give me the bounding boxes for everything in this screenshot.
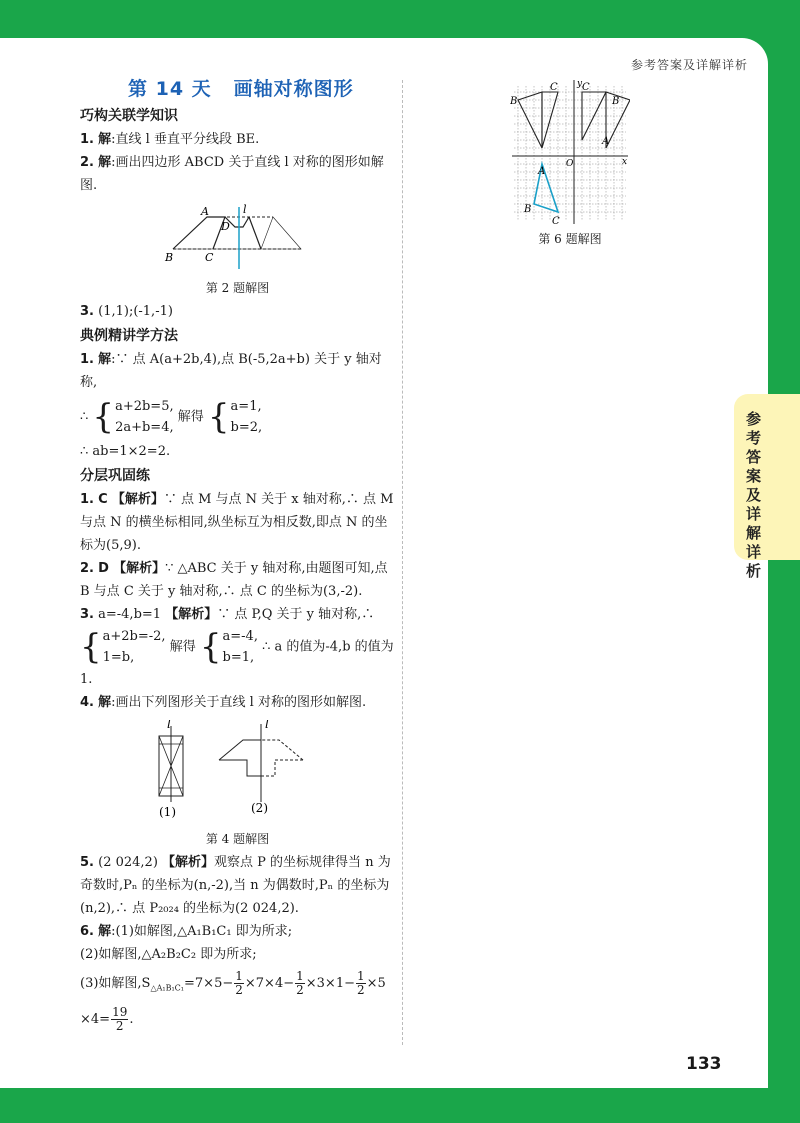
fig4-label-sub2: (2) xyxy=(250,801,268,815)
section-heading-3: 分层巩固练 xyxy=(80,468,150,484)
fig6-label-x: x xyxy=(622,157,628,167)
s3-item-4: 4. 解:画出下列图形关于直线 l 对称的图形如解图. xyxy=(80,695,367,710)
figure-6-grid-diagram xyxy=(510,78,630,228)
equation-system-4: { a=-4, b=1, xyxy=(199,627,258,667)
page-title: 第 14 天 画轴对称图形 xyxy=(128,78,354,100)
figure-4-caption: 第 4 题解图 xyxy=(205,832,270,846)
s1-item-1: 1. 解:直线 l 垂直平分线段 BE. xyxy=(80,132,260,147)
s1-item-2: 2. 解:画出四边形 ABCD 关于直线 l 对称的图形如解图. xyxy=(80,155,384,193)
s3-item-6: 6. 解:(1)如解图,△A₁B₁C₁ 即为所求; (2)如解图,△A₂B₂C₂ 即为所求; (3)如解图$,S_{\triangle A_1B_1C_1}=7\times 5-$ $\frac{1}{2}$ ×7×4− $\frac{1}{2}$ ×3×1− $\frac{1}{2}$ ×5 ×4= $\frac{19}{2}$ . xyxy=(80,924,386,1033)
section-heading-1: 巧构关联学知识 xyxy=(80,108,178,124)
fig6-label-b2: B xyxy=(612,96,620,107)
side-tab xyxy=(734,394,800,560)
fig6-label-a: A xyxy=(602,136,610,147)
figure-6 xyxy=(510,78,630,247)
figure-4 xyxy=(80,720,395,828)
side-tab-label: 参考答案及详解详析 xyxy=(746,410,762,580)
s3-item-1: 1. C 【解析】∵ 点 M 与点 N 关于 x 轴对称,∴ 点 M 与点 N 的横坐标相同,纵坐标互为相反数,即点 N 的坐标为(5,9). xyxy=(80,492,394,553)
left-column xyxy=(80,78,395,1033)
s2-item-1: 1. 解:∵ 点 A(a+2b,4),点 B(-5,2a+b) 关于 y 轴对称, ∴ { a+2b=5, 2a+b=4, 解得 { a=1, b=2, ∴ ab=1×2=2. xyxy=(80,352,382,459)
fig2-label-c: C xyxy=(204,251,213,264)
fig2-label-a: A xyxy=(200,205,209,218)
s1-item-3: 3. (1,1);(-1,-1) xyxy=(80,304,173,319)
fig6-label-b: B xyxy=(510,96,518,107)
figure-4-diagram xyxy=(143,720,333,820)
s3-item-5: 5. (2 024,2) 【解析】观察点 P 的坐标规律得当 n 为奇数时,Pₙ 的坐标为(n,-2),当 n 为偶数时,Pₙ 的坐标为(n,2),∴ 点 P₂₀₂₄ 的坐标为(2 024,2). xyxy=(80,855,391,916)
section-heading-2: 典例精讲学方法 xyxy=(80,328,178,344)
figure-2 xyxy=(80,203,395,277)
fig4-label-sub1: (1) xyxy=(158,805,176,819)
figure-2-diagram xyxy=(163,203,313,269)
page-number: 133 xyxy=(686,1054,722,1074)
figure-6-caption: 第 6 题解图 xyxy=(538,232,602,246)
s3-item-2: 2. D 【解析】∵ △ABC 关于 y 轴对称,由题图可知,点 B 与点 C 关于 y 轴对称,∴ 点 C 的坐标为(3,-2). xyxy=(80,561,388,599)
equation-system-2: { a=1, b=2, xyxy=(207,397,263,437)
fig2-label-l: l xyxy=(242,203,247,216)
fig6-label-c2: C xyxy=(582,82,590,93)
top-band xyxy=(0,0,800,40)
fig6-label-o: O xyxy=(566,159,574,169)
fig6-label-c1: C xyxy=(552,216,560,227)
fig2-label-b: B xyxy=(164,251,173,264)
fig4-label-l2: l xyxy=(264,720,269,731)
column-divider xyxy=(402,80,403,1045)
s3-item-3: 3. a=-4,b=1 【解析】∵ 点 P,Q 关于 y 轴对称,∴ { a+2b=-2, 1=b, 解得 { a=-4, b=1, ∴ a 的值为-4,b 的值为 1. xyxy=(80,607,394,687)
fig2-label-d: D xyxy=(220,220,230,233)
fig6-label-a1: A xyxy=(538,166,546,177)
equation-system-1: { a+2b=5, 2a+b=4, xyxy=(92,397,174,437)
fig4-label-l1: l xyxy=(166,720,171,731)
fig6-label-c: C xyxy=(550,82,558,93)
equation-system-3: { a+2b=-2, 1=b, xyxy=(80,627,166,667)
running-header: 参考答案及详解详析 xyxy=(630,58,748,72)
fig6-label-y: y xyxy=(577,79,583,89)
figure-2-caption: 第 2 题解图 xyxy=(205,281,270,295)
fig6-label-b1: B xyxy=(524,204,532,215)
